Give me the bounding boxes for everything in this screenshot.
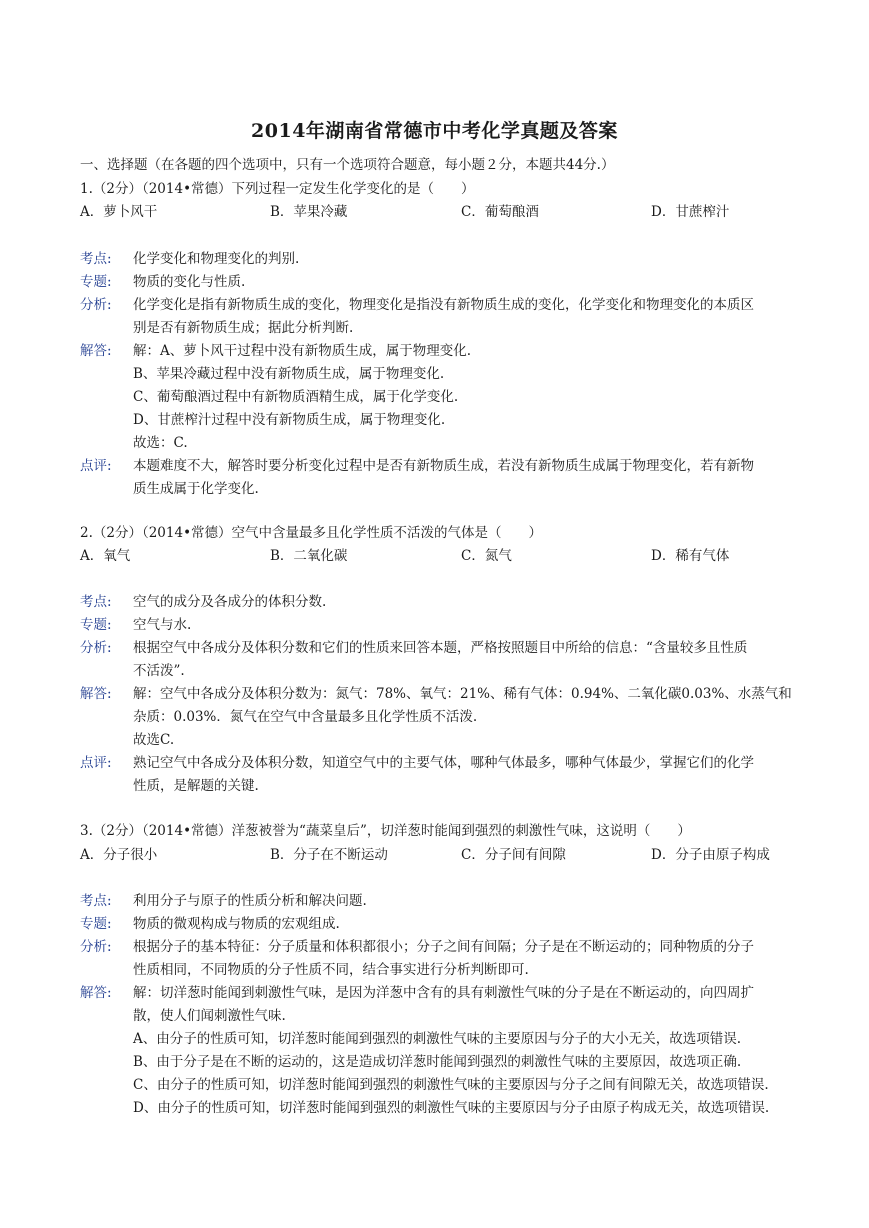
document-title: 2014年湖南省常德市中考化学真题及答案 (251, 120, 618, 142)
option-d: D．稀有气体 (651, 548, 730, 564)
answer-text: 故选C. (133, 732, 175, 748)
option-b: B．分子在不断运动 (270, 847, 388, 863)
label-dianping: 点评: (80, 458, 112, 474)
analysis-text: 空气与水. (133, 617, 192, 633)
option-d: D．分子由原子构成 (651, 847, 770, 863)
analysis-text: 空气的成分及各成分的体积分数. (133, 594, 327, 610)
answer-text: B、苹果冷藏过程中没有新物质生成，属于物理变化. (133, 366, 445, 382)
label-zhuanti: 专题: (80, 617, 112, 633)
label-fenxi: 分析: (80, 640, 112, 656)
analysis-text: 根据空气中各成分及体积分数和它们的性质来回答本题，严格按照题目中所给的信息：“含量较多且性质 (133, 640, 748, 656)
label-dianping: 点评: (80, 755, 112, 771)
question-stem: 2.（2分）（2014•常德）空气中含量最多且化学性质不活泼的气体是（ ） (80, 525, 543, 541)
comment-text: 熟记空气中各成分及体积分数，知道空气中的主要气体，哪种气体最多，哪种气体最少，掌握它们的化学 (133, 755, 754, 771)
answer-text: C、由分子的性质可知，切洋葱时能闻到强烈的刺激性气味的主要原因与分子之间有间隙无关，故选项错误. (133, 1077, 769, 1093)
option-b: B．二氧化碳 (270, 548, 348, 564)
label-zhuanti: 专题: (80, 274, 112, 290)
label-jieda: 解答: (80, 985, 112, 1001)
option-d: D．甘蔗榨汁 (651, 204, 730, 220)
option-a: A．氧气 (80, 548, 131, 564)
answer-text: 解：切洋葱时能闻到刺激性气味，是因为洋葱中含有的具有刺激性气味的分子是在不断运动的，向四周扩 (133, 985, 754, 1001)
answer-text: 解：空气中各成分及体积分数为：氮气：78%、氧气：21%、稀有气体：0.94%、二氧化碳0.03%、水蒸气和 (133, 686, 792, 702)
option-a: A．分子很小 (80, 847, 158, 863)
option-a: A．萝卜风干 (80, 204, 158, 220)
label-kaodian: 考点: (80, 594, 112, 610)
section-header: 一、选择题（在各题的四个选项中，只有一个选项符合题意，每小题２分，本题共44分.） (80, 157, 615, 173)
analysis-text: 物质的微观构成与物质的宏观组成. (133, 916, 340, 932)
question-stem: 3.（2分）（2014•常德）洋葱被誉为“蔬菜皇后”，切洋葱时能闻到强烈的刺激性气味，这说明（ ） (80, 823, 691, 839)
comment-text: 质生成属于化学变化. (133, 481, 259, 497)
label-fenxi: 分析: (80, 297, 112, 313)
option-c: C．葡萄酿酒 (461, 204, 539, 220)
answer-text: D、甘蔗榨汁过程中没有新物质生成，属于物理变化. (133, 412, 446, 428)
analysis-text: 根据分子的基本特征：分子质量和体积都很小；分子之间有间隔；分子是在不断运动的；同种物质的分子 (133, 939, 754, 955)
comment-text: 本题难度不大，解答时要分析变化过程中是否有新物质生成，若没有新物质生成属于物理变化，若有新物 (133, 458, 754, 474)
analysis-text: 别是否有新物质生成；据此分析判断. (133, 320, 354, 336)
label-zhuanti: 专题: (80, 916, 112, 932)
answer-text: A、由分子的性质可知，切洋葱时能闻到强烈的刺激性气味的主要原因与分子的大小无关，故选项错误. (133, 1031, 742, 1047)
comment-text: 性质，是解题的关键. (133, 778, 259, 794)
analysis-text: 物质的变化与性质. (133, 274, 246, 290)
analysis-text: 化学变化是指有新物质生成的变化，物理变化是指没有新物质生成的变化，化学变化和物理变化的本质区 (133, 297, 754, 313)
answer-text: 解：A、萝卜风干过程中没有新物质生成，属于物理变化. (133, 343, 472, 359)
option-c: C．氮气 (461, 548, 512, 564)
answer-text: 杂质：0.03%．氮气在空气中含量最多且化学性质不活泼. (133, 709, 478, 725)
answer-text: B、由于分子是在不断的运动的，这是造成切洋葱时能闻到强烈的刺激性气味的主要原因，故选项正确. (133, 1054, 742, 1070)
answer-text: C、葡萄酿酒过程中有新物质酒精生成，属于化学变化. (133, 389, 459, 405)
label-jieda: 解答: (80, 343, 112, 359)
label-kaodian: 考点: (80, 893, 112, 909)
answer-text: D、由分子的性质可知，切洋葱时能闻到强烈的刺激性气味的主要原因与分子由原子构成无关，故选项错误. (133, 1100, 770, 1116)
answer-text: 散，使人们闻刺激性气味. (133, 1008, 286, 1024)
analysis-text: 不活泼”. (133, 663, 185, 679)
label-fenxi: 分析: (80, 939, 112, 955)
label-kaodian: 考点: (80, 251, 112, 267)
label-jieda: 解答: (80, 686, 112, 702)
analysis-text: 化学变化和物理变化的判别. (133, 251, 300, 267)
question-stem: 1.（2分）（2014•常德）下列过程一定发生化学变化的是（ ） (80, 181, 475, 197)
option-c: C．分子间有间隙 (461, 847, 566, 863)
option-b: B．苹果冷藏 (270, 204, 348, 220)
analysis-text: 性质相同，不同物质的分子性质不同，结合事实进行分析判断即可. (133, 962, 529, 978)
analysis-text: 利用分子与原子的性质分析和解决问题. (133, 893, 367, 909)
answer-text: 故选：C. (133, 435, 188, 451)
